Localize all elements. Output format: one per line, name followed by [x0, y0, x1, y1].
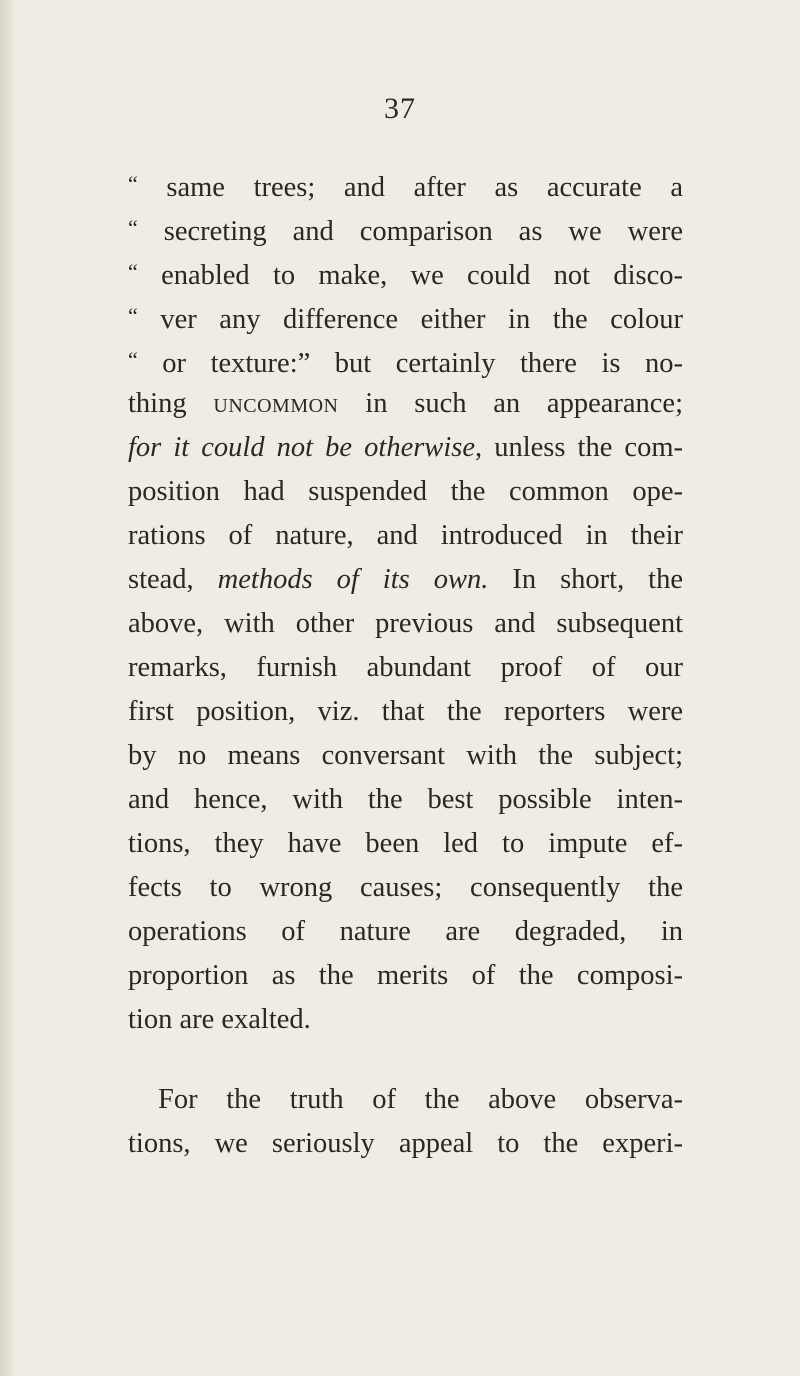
open-quote: “	[128, 259, 138, 284]
text-line	[128, 250, 683, 294]
text-line	[128, 1078, 683, 1122]
line-text: and hence, with the best possible inten-	[128, 784, 683, 815]
text-line	[128, 514, 683, 558]
line-text: first position, viz. that the reporters were	[128, 696, 683, 727]
line-text: same trees; and after as accurate a	[166, 172, 683, 203]
text-line	[128, 470, 683, 514]
line-text: ver any difference either in the colour	[160, 304, 683, 335]
line-text: secreting and comparison as we were	[163, 216, 683, 247]
open-quote: “	[128, 171, 138, 196]
line-text: by no means conversant with the subject;	[128, 740, 683, 771]
page-number: 37	[384, 92, 416, 125]
text-line	[128, 646, 683, 690]
line-text: stead,	[128, 564, 218, 595]
line-text: tions, they have been led to impute ef-	[128, 828, 683, 859]
paragraph-gap	[128, 1042, 683, 1078]
text-line	[128, 998, 683, 1042]
paragraph-1	[128, 162, 683, 1042]
line-text: For the truth of the above observa-	[158, 1084, 683, 1115]
open-quote: “	[128, 347, 138, 372]
line-text: in such an appearance;	[338, 388, 683, 419]
text-line	[128, 602, 683, 646]
line-text: tions, we seriously appeal to the experi-	[128, 1128, 683, 1159]
line-text: enabled to make, we could not disco-	[161, 260, 683, 291]
line-text: fects to wrong causes; consequently the	[128, 872, 683, 903]
text-line	[128, 162, 683, 206]
text-line	[128, 734, 683, 778]
line-text: thing	[128, 388, 214, 419]
text-line	[128, 954, 683, 998]
body-text	[128, 162, 683, 1166]
open-quote: “	[128, 303, 138, 328]
page-edge-shadow	[0, 0, 14, 1376]
line-text: operations of nature are degraded, in	[128, 916, 683, 947]
line-text: proportion as the merits of the composi-	[128, 960, 683, 991]
line-text: above, with other previous and subsequent	[128, 608, 683, 639]
text-line	[128, 426, 683, 470]
italic-phrase: methods of its own.	[217, 564, 489, 595]
text-line	[128, 822, 683, 866]
line-text: position had suspended the common ope-	[128, 476, 683, 507]
text-line	[128, 690, 683, 734]
line-text: tion are exalted.	[128, 1004, 311, 1035]
text-line	[128, 338, 683, 382]
small-caps-word: uncommon	[213, 388, 339, 419]
text-line	[128, 778, 683, 822]
line-text: rations of nature, and introduced in their	[128, 520, 683, 551]
text-line	[128, 294, 683, 338]
text-line	[128, 1122, 683, 1166]
line-text: or texture:” but certainly there is no-	[162, 348, 683, 379]
open-quote: “	[128, 215, 138, 240]
line-text: In short, the	[488, 564, 683, 595]
text-line	[128, 382, 683, 426]
line-text: remarks, furnish abundant proof of our	[128, 652, 683, 683]
text-line	[128, 206, 683, 250]
text-line	[128, 910, 683, 954]
text-line	[128, 558, 683, 602]
italic-phrase: for it could not be otherwise	[128, 432, 475, 463]
paragraph-2	[128, 1078, 683, 1166]
line-text: , unless the com-	[474, 432, 683, 463]
text-line	[128, 866, 683, 910]
